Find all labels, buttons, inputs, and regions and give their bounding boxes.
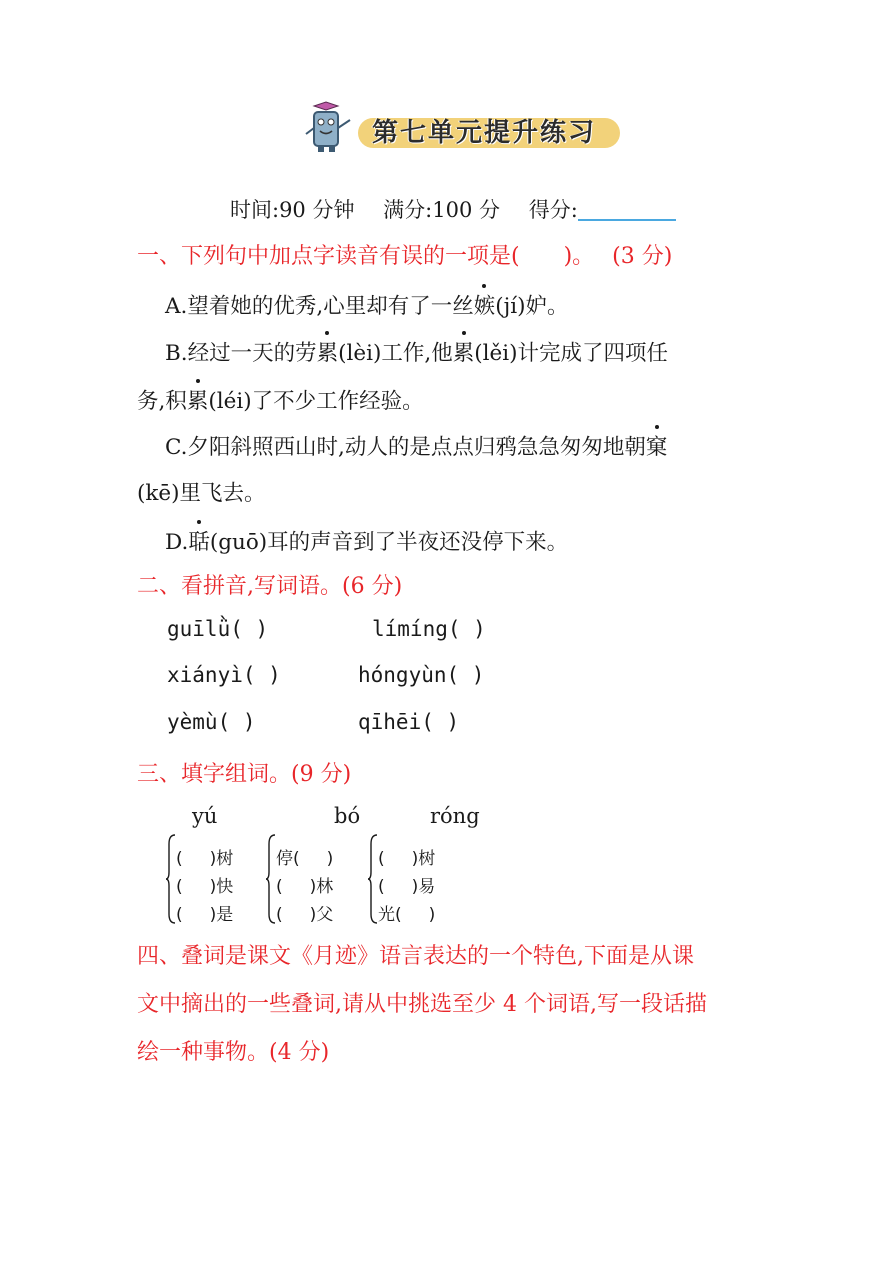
dotted-char: 窠	[646, 430, 668, 461]
page-title: 第七单元提升练习	[372, 118, 597, 148]
group-pinyin: yú	[192, 804, 218, 828]
question-1-heading: 一、下列句中加点字读音有误的一项是( )。 (3 分)	[137, 244, 673, 269]
option-d	[165, 525, 568, 556]
option-c-line1	[165, 430, 667, 461]
brace-icon	[368, 834, 378, 924]
mascot-icon	[300, 98, 360, 158]
dotted-char: 累	[187, 384, 209, 415]
pinyin-item: yèmù( )	[167, 710, 256, 734]
dotted-char: 聒	[188, 525, 210, 556]
option-b-line2	[137, 384, 424, 415]
pinyin-item: hóngyùn( )	[358, 663, 485, 687]
group-pinyin: róng	[430, 804, 480, 828]
group-pinyin: bó	[334, 804, 361, 828]
pinyin-item: xiányì( )	[167, 663, 281, 687]
brace-icon	[166, 834, 176, 924]
fill-blank-item[interactable]: ( )是	[176, 905, 234, 925]
full-score-label: 满分:100 分	[383, 198, 501, 222]
pinyin-item: guīlǜ( )	[167, 617, 269, 641]
option-c-text: C.夕阳斜照西山时,动人的是点点归鸦急急匆匆地朝	[165, 435, 646, 460]
question-4-heading-line3: 绘一种事物。(4 分)	[137, 1040, 330, 1065]
option-b-cont: 务,积	[137, 389, 187, 414]
pinyin-item: límíng( )	[372, 617, 486, 641]
fill-blank-item[interactable]: ( )树	[176, 849, 234, 869]
option-c-line2: (kē)里飞去。	[137, 481, 266, 506]
option-a	[165, 289, 569, 320]
score-label: 得分:	[528, 198, 578, 222]
option-a-text: A.望着她的优秀,心里却有了一丝	[165, 294, 474, 319]
question-4-heading-line1: 四、叠词是课文《月迹》语言表达的一个特色,下面是从课	[137, 944, 694, 969]
fill-blank-item[interactable]: ( )易	[378, 877, 436, 897]
fill-blank-item[interactable]: ( )林	[276, 877, 334, 897]
fill-blank-item[interactable]: 停( )	[276, 849, 334, 869]
fill-blank-item[interactable]: 光( )	[378, 905, 436, 925]
option-b-cont-end: (léi)了不少工作经验。	[208, 389, 424, 414]
option-a-text-end: (jí)妒。	[495, 294, 569, 319]
pinyin-item: qīhēi( )	[358, 710, 460, 734]
exam-info	[230, 194, 698, 224]
fill-blank-item[interactable]: ( )父	[276, 905, 334, 925]
brace-icon	[266, 834, 276, 924]
title-banner	[300, 98, 630, 158]
dotted-char: 嫉	[474, 289, 496, 320]
option-b-text: B.经过一天的劳	[165, 341, 317, 366]
question-2-heading: 二、看拼音,写词语。(6 分)	[137, 574, 403, 599]
option-d-text: (guō)耳的声音到了半夜还没停下来。	[209, 530, 569, 555]
time-label: 时间:90 分钟	[230, 198, 355, 222]
dotted-char: 累	[453, 336, 475, 367]
dotted-char: 累	[317, 336, 339, 367]
option-d-label: D.	[165, 530, 189, 555]
option-b-text-mid: (lèi)工作,他	[338, 341, 453, 366]
fill-blank-item[interactable]: ( )快	[176, 877, 234, 897]
option-b-text-end: (lěi)计完成了四项任	[474, 341, 669, 366]
score-blank[interactable]	[578, 199, 676, 221]
fill-blank-item[interactable]: ( )树	[378, 849, 436, 869]
question-4-heading-line2: 文中摘出的一些叠词,请从中挑选至少 4 个词语,写一段话描	[137, 992, 707, 1017]
option-b-line1	[165, 336, 668, 367]
question-3-heading: 三、填字组词。(9 分)	[137, 762, 352, 787]
